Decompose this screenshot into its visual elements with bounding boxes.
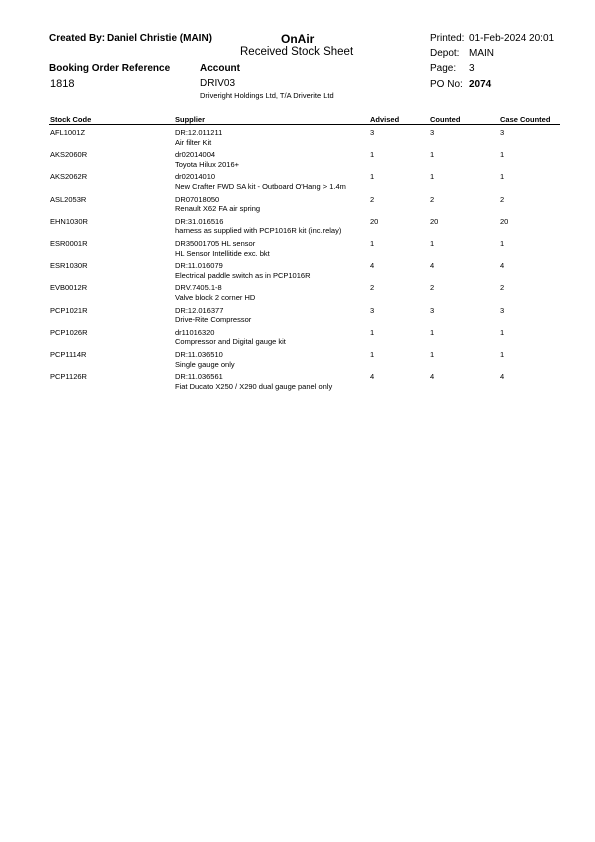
stock-code: PCP1026R xyxy=(50,327,88,337)
supplier-code: DR:12.011211 xyxy=(175,128,223,137)
counted-qty: 1 xyxy=(430,239,435,248)
stock-code: PCP1114R xyxy=(50,350,87,359)
item-description: Fiat Ducato X250 / X290 dual gauge panel only xyxy=(175,381,333,391)
item-description: New Crafter FWD SA kit - Outboard O'Hang > 1.4m xyxy=(175,181,346,191)
supplier-code: DR:11.036561 xyxy=(175,372,223,382)
advised-qty: 1 xyxy=(370,239,375,248)
depot-label: Depot: xyxy=(430,48,460,59)
advised-qty: 3 xyxy=(370,305,375,315)
counted-qty: 1 xyxy=(430,150,435,160)
counted-qty: 1 xyxy=(430,327,435,337)
supplier-code: dr02014010 xyxy=(175,172,216,182)
case-counted-qty: 2 xyxy=(500,194,505,204)
item-description: Air filter Kit xyxy=(175,137,212,147)
case-counted-qty: 20 xyxy=(500,216,509,226)
item-description: Electrical paddle switch as in PCP1016R xyxy=(175,270,311,280)
supplier-code: dr02014004 xyxy=(175,150,216,160)
item-description: Compressor and Digital gauge kit xyxy=(175,337,286,347)
supplier-code: dr11016320 xyxy=(175,327,215,337)
advised-qty: 2 xyxy=(370,283,375,293)
case-counted-qty: 1 xyxy=(500,150,505,160)
account-label: Account xyxy=(200,63,240,74)
case-counted-qty: 1 xyxy=(500,239,505,248)
advised-qty: 1 xyxy=(370,327,375,337)
printed-value: 01-Feb-2024 20:01 xyxy=(469,33,555,44)
stock-code: AKS2062R xyxy=(50,172,88,182)
page-label: Page: xyxy=(430,63,457,74)
created-by-value: Daniel Christie (MAIN) xyxy=(107,33,213,44)
created-by-label: Created By: xyxy=(49,33,106,44)
stock-code: PCP1126R xyxy=(50,372,87,382)
header-rule xyxy=(49,124,560,125)
page-number: 3 xyxy=(469,63,475,74)
stock-code: EHN1030R xyxy=(50,216,88,226)
supplier-code: DR07018050 xyxy=(175,194,220,204)
account-name: Driveright Holdings Ltd, T/A Driverite Ltd xyxy=(200,91,334,100)
account-code: DRIV03 xyxy=(200,78,236,89)
po-number: 2074 xyxy=(469,79,492,90)
page-title: Received Stock Sheet xyxy=(240,46,354,58)
stock-code: AKS2060R xyxy=(50,150,88,160)
advised-qty: 2 xyxy=(370,194,375,204)
case-counted-qty: 3 xyxy=(500,305,505,315)
item-description: Single gauge only xyxy=(175,359,235,369)
column-header-case-counted: Case Counted xyxy=(500,115,551,124)
case-counted-qty: 2 xyxy=(500,283,505,293)
item-description: Drive-Rite Compressor xyxy=(175,315,252,325)
case-counted-qty: 4 xyxy=(500,372,505,382)
counted-qty: 1 xyxy=(430,172,435,182)
counted-qty: 4 xyxy=(430,372,435,382)
item-description: Valve block 2 corner HD xyxy=(175,292,256,302)
case-counted-qty: 4 xyxy=(500,261,505,271)
advised-qty: 4 xyxy=(370,372,375,382)
stock-code: ESR1030R xyxy=(50,261,88,271)
company-name: OnAir xyxy=(281,32,315,46)
supplier-code: DR35001705 HL sensor xyxy=(175,239,256,248)
advised-qty: 20 xyxy=(370,216,379,226)
supplier-code: DRV.7405.1-8 xyxy=(175,283,222,293)
advised-qty: 3 xyxy=(370,128,375,137)
counted-qty: 2 xyxy=(430,194,435,204)
counted-qty: 3 xyxy=(430,305,435,315)
case-counted-qty: 3 xyxy=(500,128,505,137)
advised-qty: 1 xyxy=(370,172,375,182)
column-header-advised: Advised xyxy=(370,115,400,124)
case-counted-qty: 1 xyxy=(500,350,505,359)
supplier-code: DR:11.036510 xyxy=(175,350,223,359)
booking-ref-value: 1818 xyxy=(50,78,75,90)
stock-code: PCP1021R xyxy=(50,305,88,315)
po-label: PO No: xyxy=(430,79,463,90)
counted-qty: 20 xyxy=(430,216,439,226)
counted-qty: 4 xyxy=(430,261,435,271)
column-header-supplier: Supplier xyxy=(175,115,206,124)
advised-qty: 1 xyxy=(370,350,375,359)
item-description: HL Sensor Intellitide exc. bkt xyxy=(175,248,270,258)
advised-qty: 1 xyxy=(370,150,375,160)
counted-qty: 3 xyxy=(430,128,435,137)
counted-qty: 2 xyxy=(430,283,435,293)
stock-code: AFL1001Z xyxy=(50,128,86,137)
stock-code: ASL2053R xyxy=(50,194,87,204)
item-description: Toyota Hilux 2016+ xyxy=(175,159,239,169)
case-counted-qty: 1 xyxy=(500,327,505,337)
case-counted-qty: 1 xyxy=(500,172,505,182)
depot-value: MAIN xyxy=(469,48,494,59)
column-header-stock-code: Stock Code xyxy=(50,115,92,124)
stock-code: EVB0012R xyxy=(50,283,88,293)
stock-code: ESR0001R xyxy=(50,239,88,248)
advised-qty: 4 xyxy=(370,261,375,271)
supplier-code: DR:11.016079 xyxy=(175,261,223,271)
booking-ref-label: Booking Order Reference xyxy=(49,63,171,74)
supplier-code: DR:12.016377 xyxy=(175,305,224,315)
supplier-code: DR:31.016516 xyxy=(175,216,224,226)
item-description: Renault X62 FA air spring xyxy=(175,204,261,214)
printed-label: Printed: xyxy=(430,33,465,44)
counted-qty: 1 xyxy=(430,350,435,359)
column-header-counted: Counted xyxy=(430,115,461,124)
item-description: harness as supplied with PCP1016R kit (inc.relay) xyxy=(175,226,342,236)
